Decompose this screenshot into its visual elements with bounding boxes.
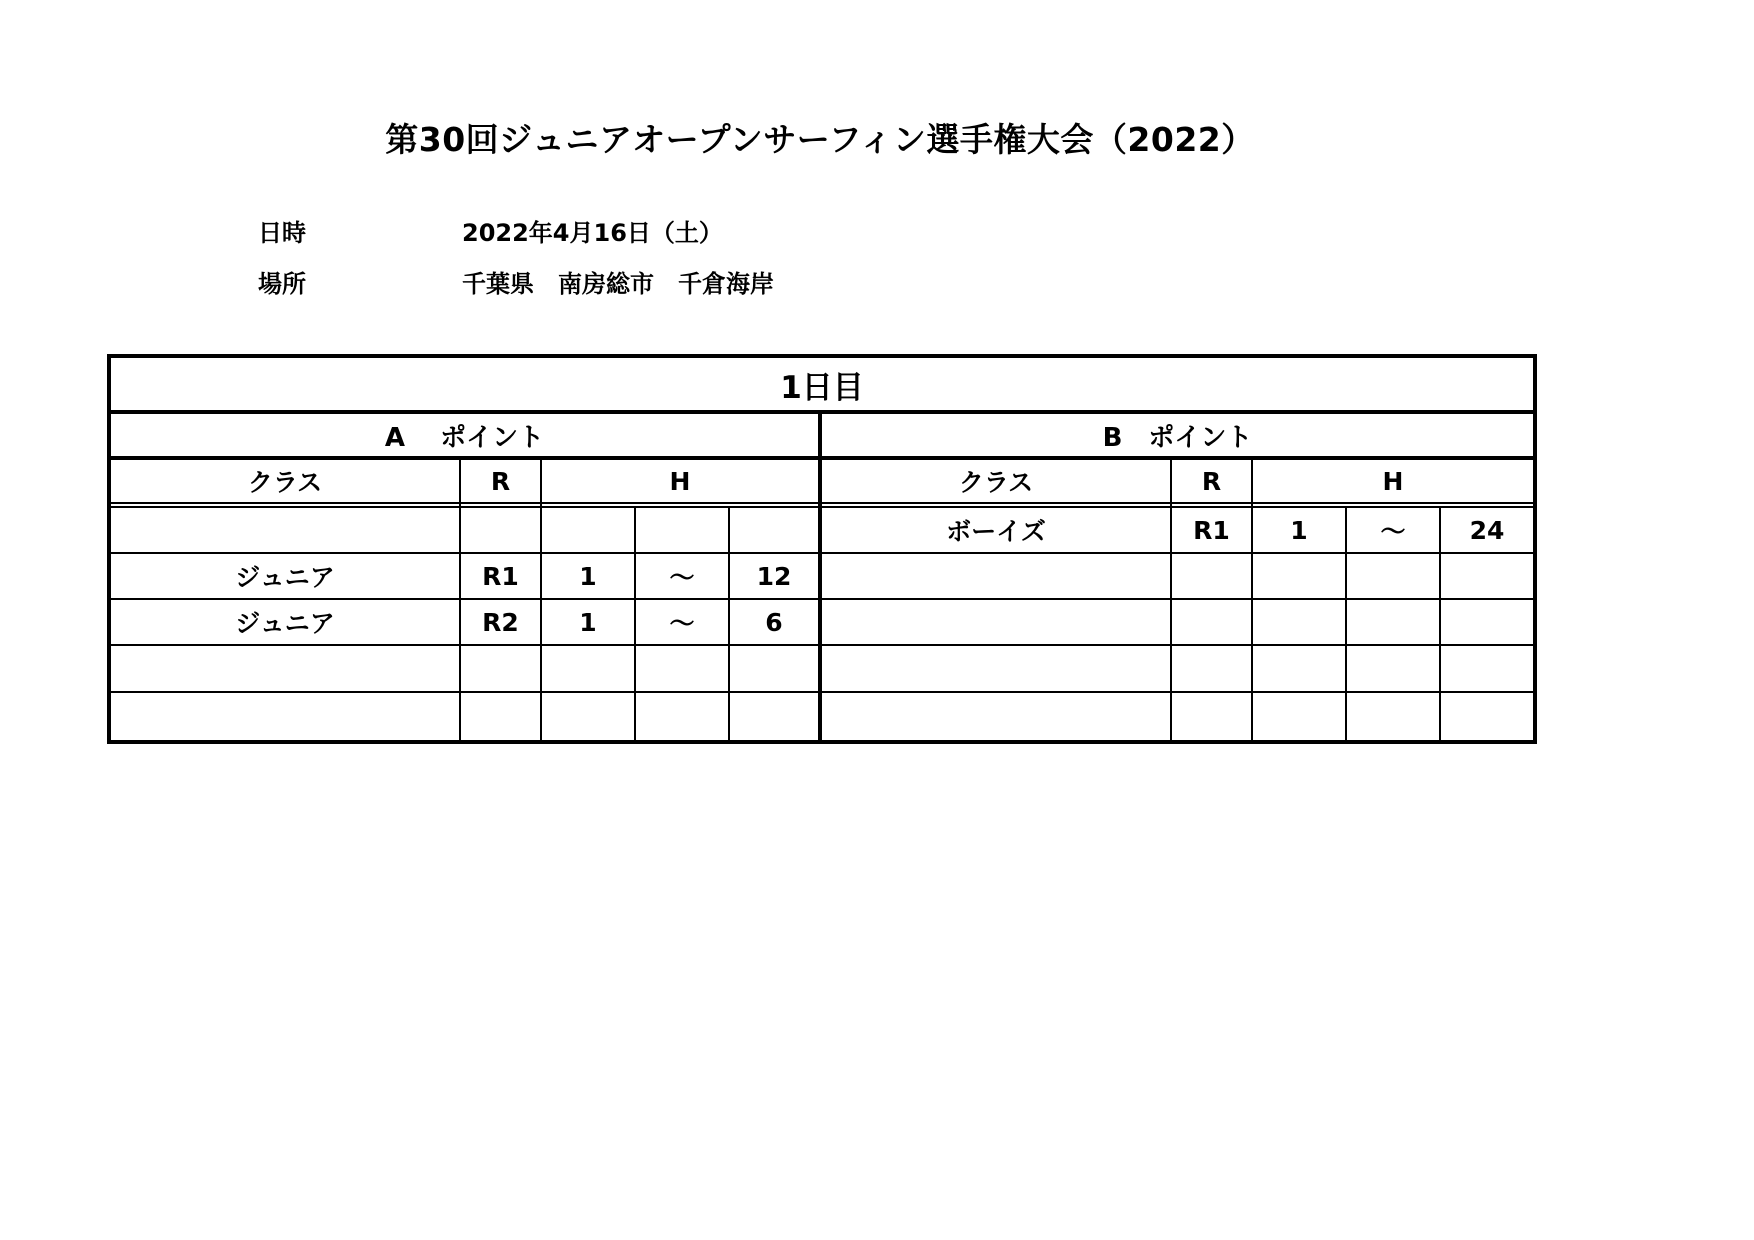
b-row4-from — [1253, 646, 1345, 691]
a-row5-round — [461, 693, 540, 740]
a-row4-round — [461, 646, 540, 691]
a-row1-from — [542, 508, 634, 552]
a-row3-sep: ～ — [669, 609, 695, 638]
b-row2-to — [1441, 554, 1533, 598]
a-row1-class — [111, 508, 459, 552]
b-row2-sep — [1347, 554, 1439, 598]
a-row5-from — [542, 693, 634, 740]
a-row5-to — [730, 693, 818, 740]
schedule-table — [107, 354, 1537, 744]
a-row3-class: ジュニア — [235, 609, 335, 638]
a-row4-from — [542, 646, 634, 691]
a-row5-sep — [636, 693, 728, 740]
rule-header-bottom-1 — [111, 502, 1533, 504]
a-row3-to: 6 — [765, 607, 783, 637]
a-header-heat: H — [669, 466, 691, 496]
document-title: 第30回ジュニアオープンサーフィン選手権大会（2022） — [385, 120, 1255, 159]
group-b-title: B ポイント — [1102, 422, 1253, 453]
a-row2-to: 12 — [756, 561, 792, 591]
b-row1-from: 1 — [1290, 515, 1308, 545]
a-row3-round: R2 — [482, 607, 519, 637]
a-row2-class: ジュニア — [235, 563, 335, 592]
a-row2-sep: ～ — [669, 563, 695, 592]
a-header-round: R — [490, 466, 511, 496]
a-row1-to — [730, 508, 818, 552]
b-row4-class — [822, 646, 1170, 691]
venue-label: 場所 — [258, 270, 306, 298]
a-row4-sep — [636, 646, 728, 691]
b-row5-round — [1172, 693, 1251, 740]
date-label: 日時 — [258, 219, 306, 247]
b-row5-class — [822, 693, 1170, 740]
b-row3-to — [1441, 600, 1533, 644]
a-row1-round — [461, 508, 540, 552]
b-row3-sep — [1347, 600, 1439, 644]
a-row3-from: 1 — [579, 607, 597, 637]
group-a-title: A ポイント — [384, 422, 545, 453]
date-value: 2022年4月16日（土） — [462, 219, 723, 247]
b-header-class: クラス — [958, 468, 1034, 497]
b-row5-to — [1441, 693, 1533, 740]
a-row1-sep — [636, 508, 728, 552]
b-row3-from — [1253, 600, 1345, 644]
b-row1-class: ボーイズ — [946, 517, 1046, 546]
b-row1-sep: ～ — [1380, 517, 1406, 546]
a-row5-class — [111, 693, 459, 740]
b-row1-round: R1 — [1193, 515, 1230, 545]
b-row2-round — [1172, 554, 1251, 598]
b-row5-from — [1253, 693, 1345, 740]
b-row2-class — [822, 554, 1170, 598]
b-row5-sep — [1347, 693, 1439, 740]
b-row4-sep — [1347, 646, 1439, 691]
b-row2-from — [1253, 554, 1345, 598]
b-row3-class — [822, 600, 1170, 644]
a-row2-round: R1 — [482, 561, 519, 591]
day-label: 1日目 — [780, 369, 864, 406]
a-row2-from: 1 — [579, 561, 597, 591]
b-row3-round — [1172, 600, 1251, 644]
a-row4-to — [730, 646, 818, 691]
b-header-heat: H — [1382, 466, 1404, 496]
b-row1-to: 24 — [1469, 515, 1505, 545]
b-row4-round — [1172, 646, 1251, 691]
venue-value: 千葉県 南房総市 千倉海岸 — [462, 270, 774, 298]
a-row4-class — [111, 646, 459, 691]
b-header-round: R — [1201, 466, 1222, 496]
a-header-class: クラス — [247, 468, 323, 497]
b-row4-to — [1441, 646, 1533, 691]
